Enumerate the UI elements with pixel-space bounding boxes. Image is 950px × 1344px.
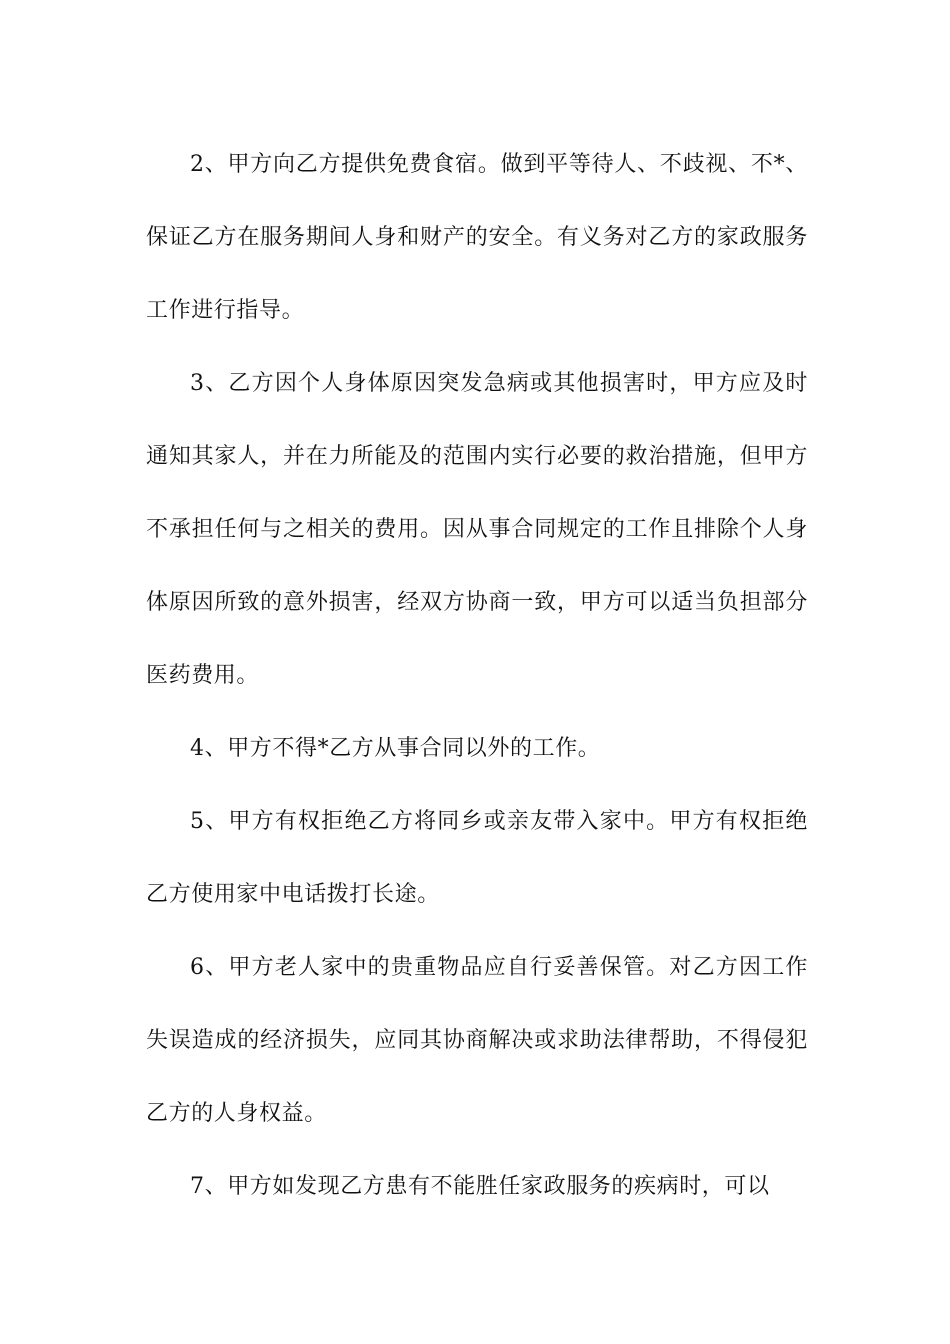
document-body [146, 128, 808, 1223]
paragraph-clause-7: 7、甲方如发现乙方患有不能胜任家政服务的疾病时，可以 [190, 1174, 770, 1199]
paragraph-clause-2: 2、甲方向乙方提供免费食宿。做到平等待人、不歧视、不*、保证乙方在服务期间人身和财产的安全。有义务对乙方的家政服务工作进行指导。 [146, 152, 808, 323]
paragraph-clause-5: 5、甲方有权拒绝乙方将同乡或亲友带入家中。甲方有权拒绝乙方使用家中电话拨打长途。 [146, 809, 808, 907]
paragraph-clause-6: 6、甲方老人家中的贵重物品应自行妥善保管。对乙方因工作失误造成的经济损失，应同其协商解决或求助法律帮助，不得侵犯乙方的人身权益。 [146, 955, 808, 1126]
paragraph-clause-3: 3、乙方因个人身体原因突发急病或其他损害时，甲方应及时通知其家人，并在力所能及的范围内实行必要的救治措施，但甲方不承担任何与之相关的费用。因从事合同规定的工作且排除个人身体原因所致的意外损害，经双方协商一致，甲方可以适当负担部分医药费用。 [146, 371, 808, 688]
paragraph-clause-4: 4、甲方不得*乙方从事合同以外的工作。 [190, 736, 601, 761]
